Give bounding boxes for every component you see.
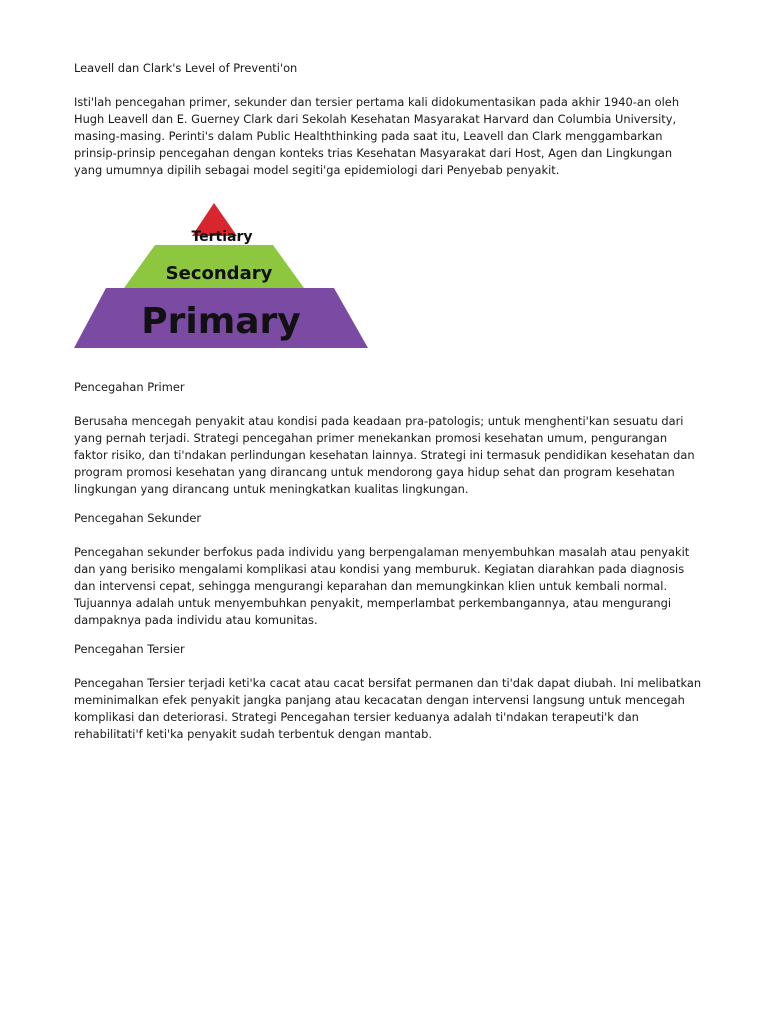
document-page [74, 60, 704, 743]
paragraph-line: rehabilitati'f keti'ka penyakit sudah terbentuk dengan mantab. [74, 727, 433, 741]
pyramid-label-secondary: Secondary [165, 263, 273, 284]
intro-line: Hugh Leavell dan E. Guerney Clark dari Sekolah Kesehatan Masyarakat Harvard dan Columbia University, [74, 112, 677, 126]
paragraph-line: Berusaha mencegah penyakit atau kondisi pada keadaan pra-patologis; untuk menghenti'kan sesuatu dari [74, 414, 684, 428]
document-title: Leavell dan Clark's Level of Preventi'on [74, 61, 298, 75]
intro-line: masing-masing. Perinti's dalam Public Healththinking pada saat itu, Leavell dan Clark menggambarkan [74, 129, 663, 143]
paragraph-line: dan yang berisiko mengalami komplikasi atau kondisi yang memburuk. Kegiatan diarahkan pada diagnosis [74, 562, 685, 576]
intro-line: prinsip-prinsip pencegahan dengan konteks trias Kesehatan Masyarakat dari Host, Agen dan Lingkungan [74, 146, 673, 160]
section-heading: Pencegahan Tersier [74, 642, 185, 656]
intro-line: Isti'lah pencegahan primer, sekunder dan tersier pertama kali didokumentasikan pada akhir 1940-an oleh [74, 95, 680, 109]
section-heading: Pencegahan Primer [74, 380, 185, 394]
intro-line: yang umumnya dipilih sebagai model segiti'ga epidemiologi dari Penyebab penyakit. [74, 163, 560, 177]
paragraph-line: dan intervensi cepat, sehingga mengurangi keparahan dan memungkinkan klien untuk kembali normal. [74, 579, 668, 593]
paragraph-line: Tujuannya adalah untuk menyembuhkan penyakit, memperlambat perkembangannya, atau mengurangi [74, 596, 672, 610]
intro-paragraph [74, 94, 704, 179]
paragraph-line: yang pernah terjadi. Strategi pencegahan primer menekankan promosi kesehatan umum, pengurangan [74, 431, 668, 445]
section-paragraph [74, 675, 704, 743]
paragraph-line: Pencegahan Tersier terjadi keti'ka cacat atau cacat bersifat permanen dan ti'dak dapat diubah. Ini melibatkan [74, 676, 702, 690]
section-paragraph [74, 413, 704, 498]
paragraph-line: program promosi kesehatan yang dirancang untuk mendorong gaya hidup sehat dan program kesehatan [74, 465, 675, 479]
section-paragraph [74, 544, 704, 629]
paragraph-line: lingkungan yang dirancang untuk meningkatkan kualitas lingkungan. [74, 482, 469, 496]
paragraph-line: meminimalkan efek penyakit jangka panjang atau kecacatan dengan intervensi langsung untuk mencegah [74, 693, 685, 707]
paragraph-line: komplikasi dan deteriorasi. Strategi Pencegahan tersier keduanya adalah ti'ndakan terapeuti'k dan [74, 710, 639, 724]
paragraph-line: Pencegahan sekunder berfokus pada individu yang berpengalaman menyembuhkan masalah atau penyakit [74, 545, 690, 559]
prevention-pyramid-figure [74, 197, 374, 349]
paragraph-line: dampaknya pada individu atau komunitas. [74, 613, 318, 627]
pyramid-label-primary: Primary [141, 301, 301, 342]
pyramid-label-tertiary: Tertiary [191, 229, 253, 245]
section-heading: Pencegahan Sekunder [74, 511, 202, 525]
paragraph-line: faktor risiko, dan ti'ndakan perlindungan kesehatan lainnya. Strategi ini termasuk pendidikan kesehatan dan [74, 448, 695, 462]
